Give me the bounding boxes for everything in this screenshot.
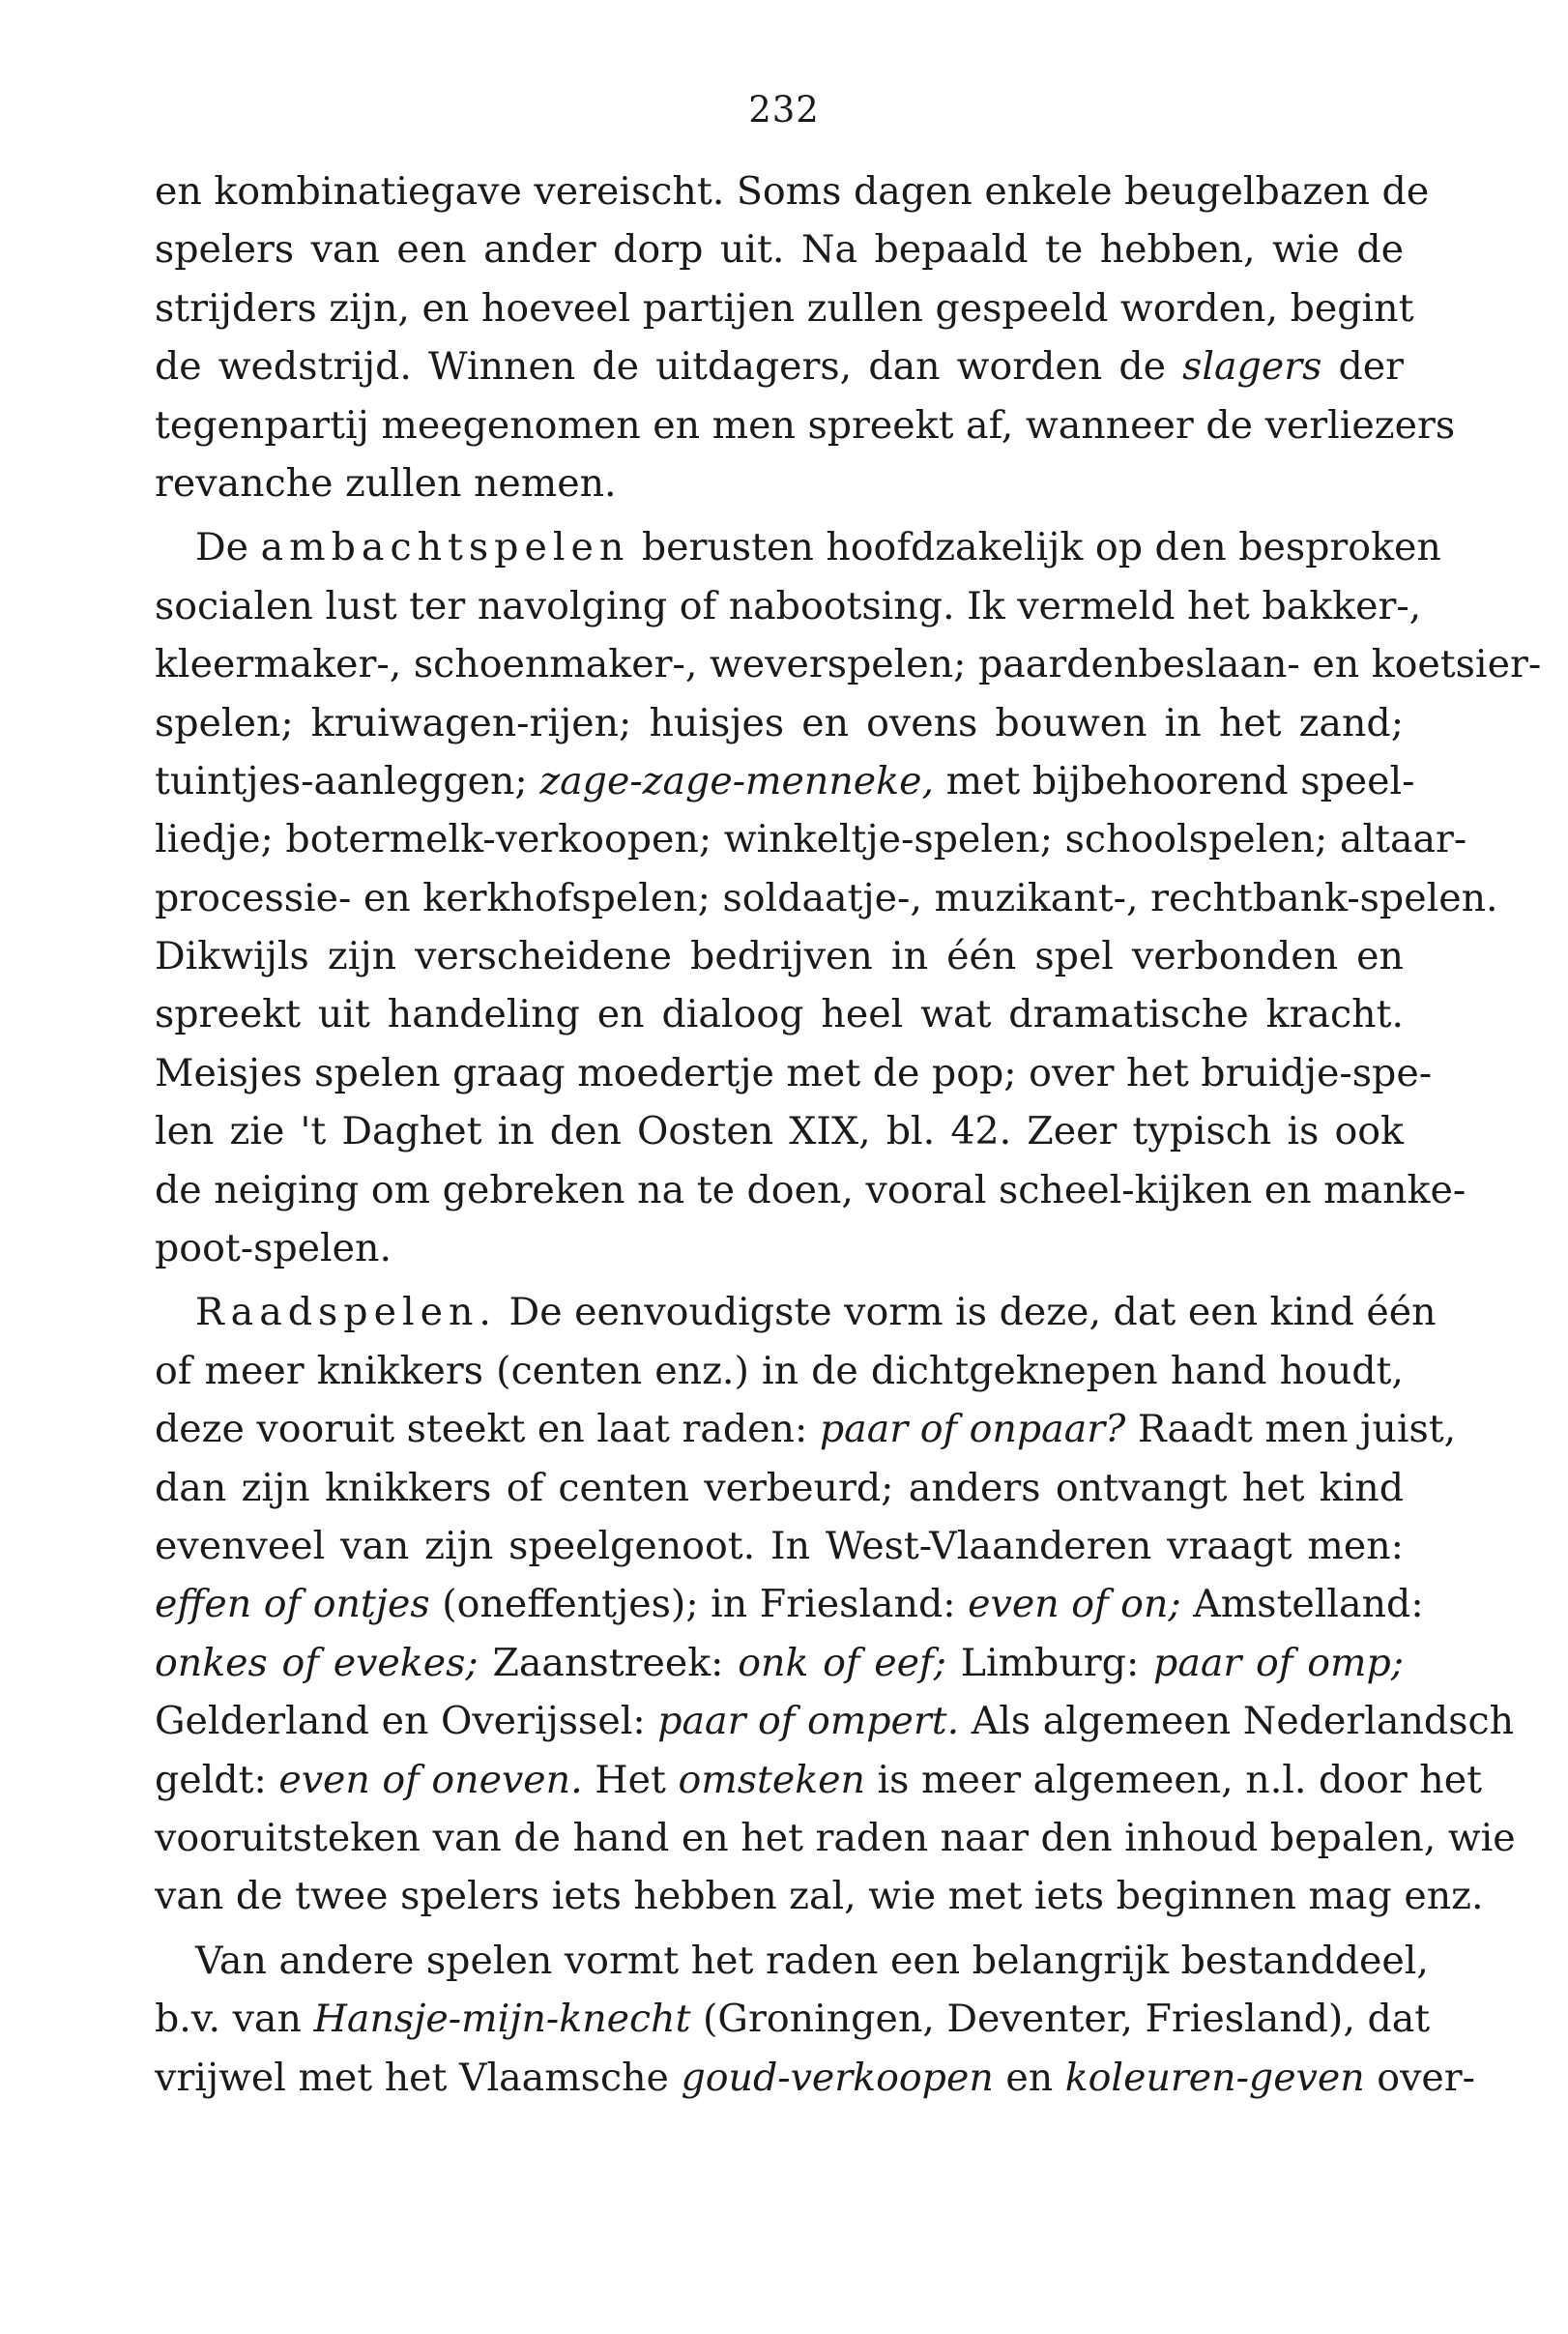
italic-term: onkes of evekes; xyxy=(155,1640,479,1685)
page-number: 232 xyxy=(748,89,820,131)
text-line: spelen; kruiwagen-rijen; huisjes en ovens bouwen in het zand; xyxy=(155,700,1404,745)
text-line: len zie 't Daghet in den Oosten XIX, bl. 42. Zeer typisch is ook xyxy=(155,1109,1404,1154)
italic-term: effen of ontjes xyxy=(155,1582,430,1627)
text-line: spelers van een ander dorp uit. Na bepaald te hebben, wie de xyxy=(155,227,1404,273)
italic-term: paar of onpaar? xyxy=(819,1407,1126,1452)
italic-term: slagers xyxy=(1182,344,1322,390)
text-line: effen of ontjes (oneffentjes); in Friesland: even of on; Amstelland: xyxy=(155,1582,1424,1627)
text-line: evenveel van zijn speelgenoot. In West-Vlaanderen vraagt men: xyxy=(155,1523,1404,1568)
text-line: revanche zullen nemen. xyxy=(155,460,617,506)
text-line: strijders zijn, en hoeveel partijen zullen gespeeld worden, begint xyxy=(155,285,1414,331)
text-line: poot-spelen. xyxy=(155,1226,392,1271)
text-line: Raadspelen. De eenvoudigste vorm is deze, dat een kind één xyxy=(195,1290,1437,1335)
text-line: tegenpartij meegenomen en men spreekt af, wanneer de verliezers xyxy=(155,402,1456,448)
text-line: processie- en kerkhofspelen; soldaatje-, muzikant-, rechtbank-spelen. xyxy=(155,875,1498,920)
text-line: of meer knikkers (centen enz.) in de dichtgeknepen hand houdt, xyxy=(155,1348,1404,1393)
text-line: kleermaker-, schoenmaker-, weverspelen; paardenbeslaan- en koetsier- xyxy=(155,642,1542,687)
italic-term: paar of omp; xyxy=(1153,1640,1405,1685)
text-line: tuintjes-aanleggen; zage-zage-menneke, met bijbehoorend speel- xyxy=(155,758,1415,803)
italic-term: zage-zage-menneke, xyxy=(539,758,935,803)
spaced-heading: Raadspelen. xyxy=(195,1290,497,1335)
text-line: en kombinatiegave vereischt. Soms dagen enkele beugelbazen de xyxy=(155,169,1430,214)
italic-term: omsteken xyxy=(678,1757,865,1802)
italic-term: Hansje-mijn-knecht xyxy=(313,1997,691,2042)
italic-term: paar of ompert. xyxy=(657,1699,960,1744)
spaced-heading: ambachtspelen xyxy=(260,525,630,570)
text-line: deze vooruit steekt en laat raden: paar of onpaar? Raadt men juist, xyxy=(155,1407,1457,1452)
text-line: onkes of evekes; Zaanstreek: onk of eef; Limburg: paar of omp; xyxy=(155,1640,1405,1685)
text-line: van de twee spelers iets hebben zal, wie met iets beginnen mag enz. xyxy=(155,1874,1484,1919)
italic-term: onk of eef; xyxy=(738,1640,946,1685)
text-line: liedje; botermelk-verkoopen; winkeltje-spelen; schoolspelen; altaar- xyxy=(155,817,1467,862)
text-line: b.v. van Hansje-mijn-knecht (Groningen, Deventer, Friesland), dat xyxy=(155,1997,1431,2042)
text-line: De ambachtspelen berusten hoofdzakelijk op den besproken xyxy=(195,525,1441,570)
italic-term: even of oneven. xyxy=(278,1757,583,1802)
text-line: spreekt uit handeling en dialoog heel wat dramatische kracht. xyxy=(155,992,1404,1037)
text-line: socialen lust ter navolging of nabootsing. Ik vermeld het bakker-, xyxy=(155,583,1422,628)
italic-term: even of on; xyxy=(968,1582,1181,1627)
text-line: vrijwel met het Vlaamsche goud-verkoopen en koleuren-geven over- xyxy=(155,2055,1475,2100)
text-line: Dikwijls zijn verscheidene bedrijven in één spel verbonden en xyxy=(155,934,1404,979)
text-line: de neiging om gebreken na te doen, vooral scheel-kijken en manke- xyxy=(155,1167,1466,1212)
italic-term: goud-verkoopen xyxy=(681,2055,994,2100)
text-line: geldt: even of oneven. Het omsteken is meer algemeen, n.l. door het xyxy=(155,1757,1482,1802)
text-line: vooruitsteken van de hand en het raden naar den inhoud bepalen, wie xyxy=(155,1815,1516,1860)
body-text xyxy=(155,162,1542,2107)
italic-term: koleuren-geven xyxy=(1064,2055,1365,2100)
text-line: Van andere spelen vormt het raden een belangrijk bestanddeel, xyxy=(195,1938,1429,1983)
text-line: de wedstrijd. Winnen de uitdagers, dan worden de slagers der xyxy=(155,344,1405,390)
text-line: Gelderland en Overijssel: paar of ompert. Als algemeen Nederlandsch xyxy=(155,1699,1515,1744)
text-line: dan zijn knikkers of centen verbeurd; anders ontvangt het kind xyxy=(155,1465,1404,1510)
text-line: Meisjes spelen graag moedertje met de pop; over het bruidje-spe- xyxy=(155,1050,1433,1095)
